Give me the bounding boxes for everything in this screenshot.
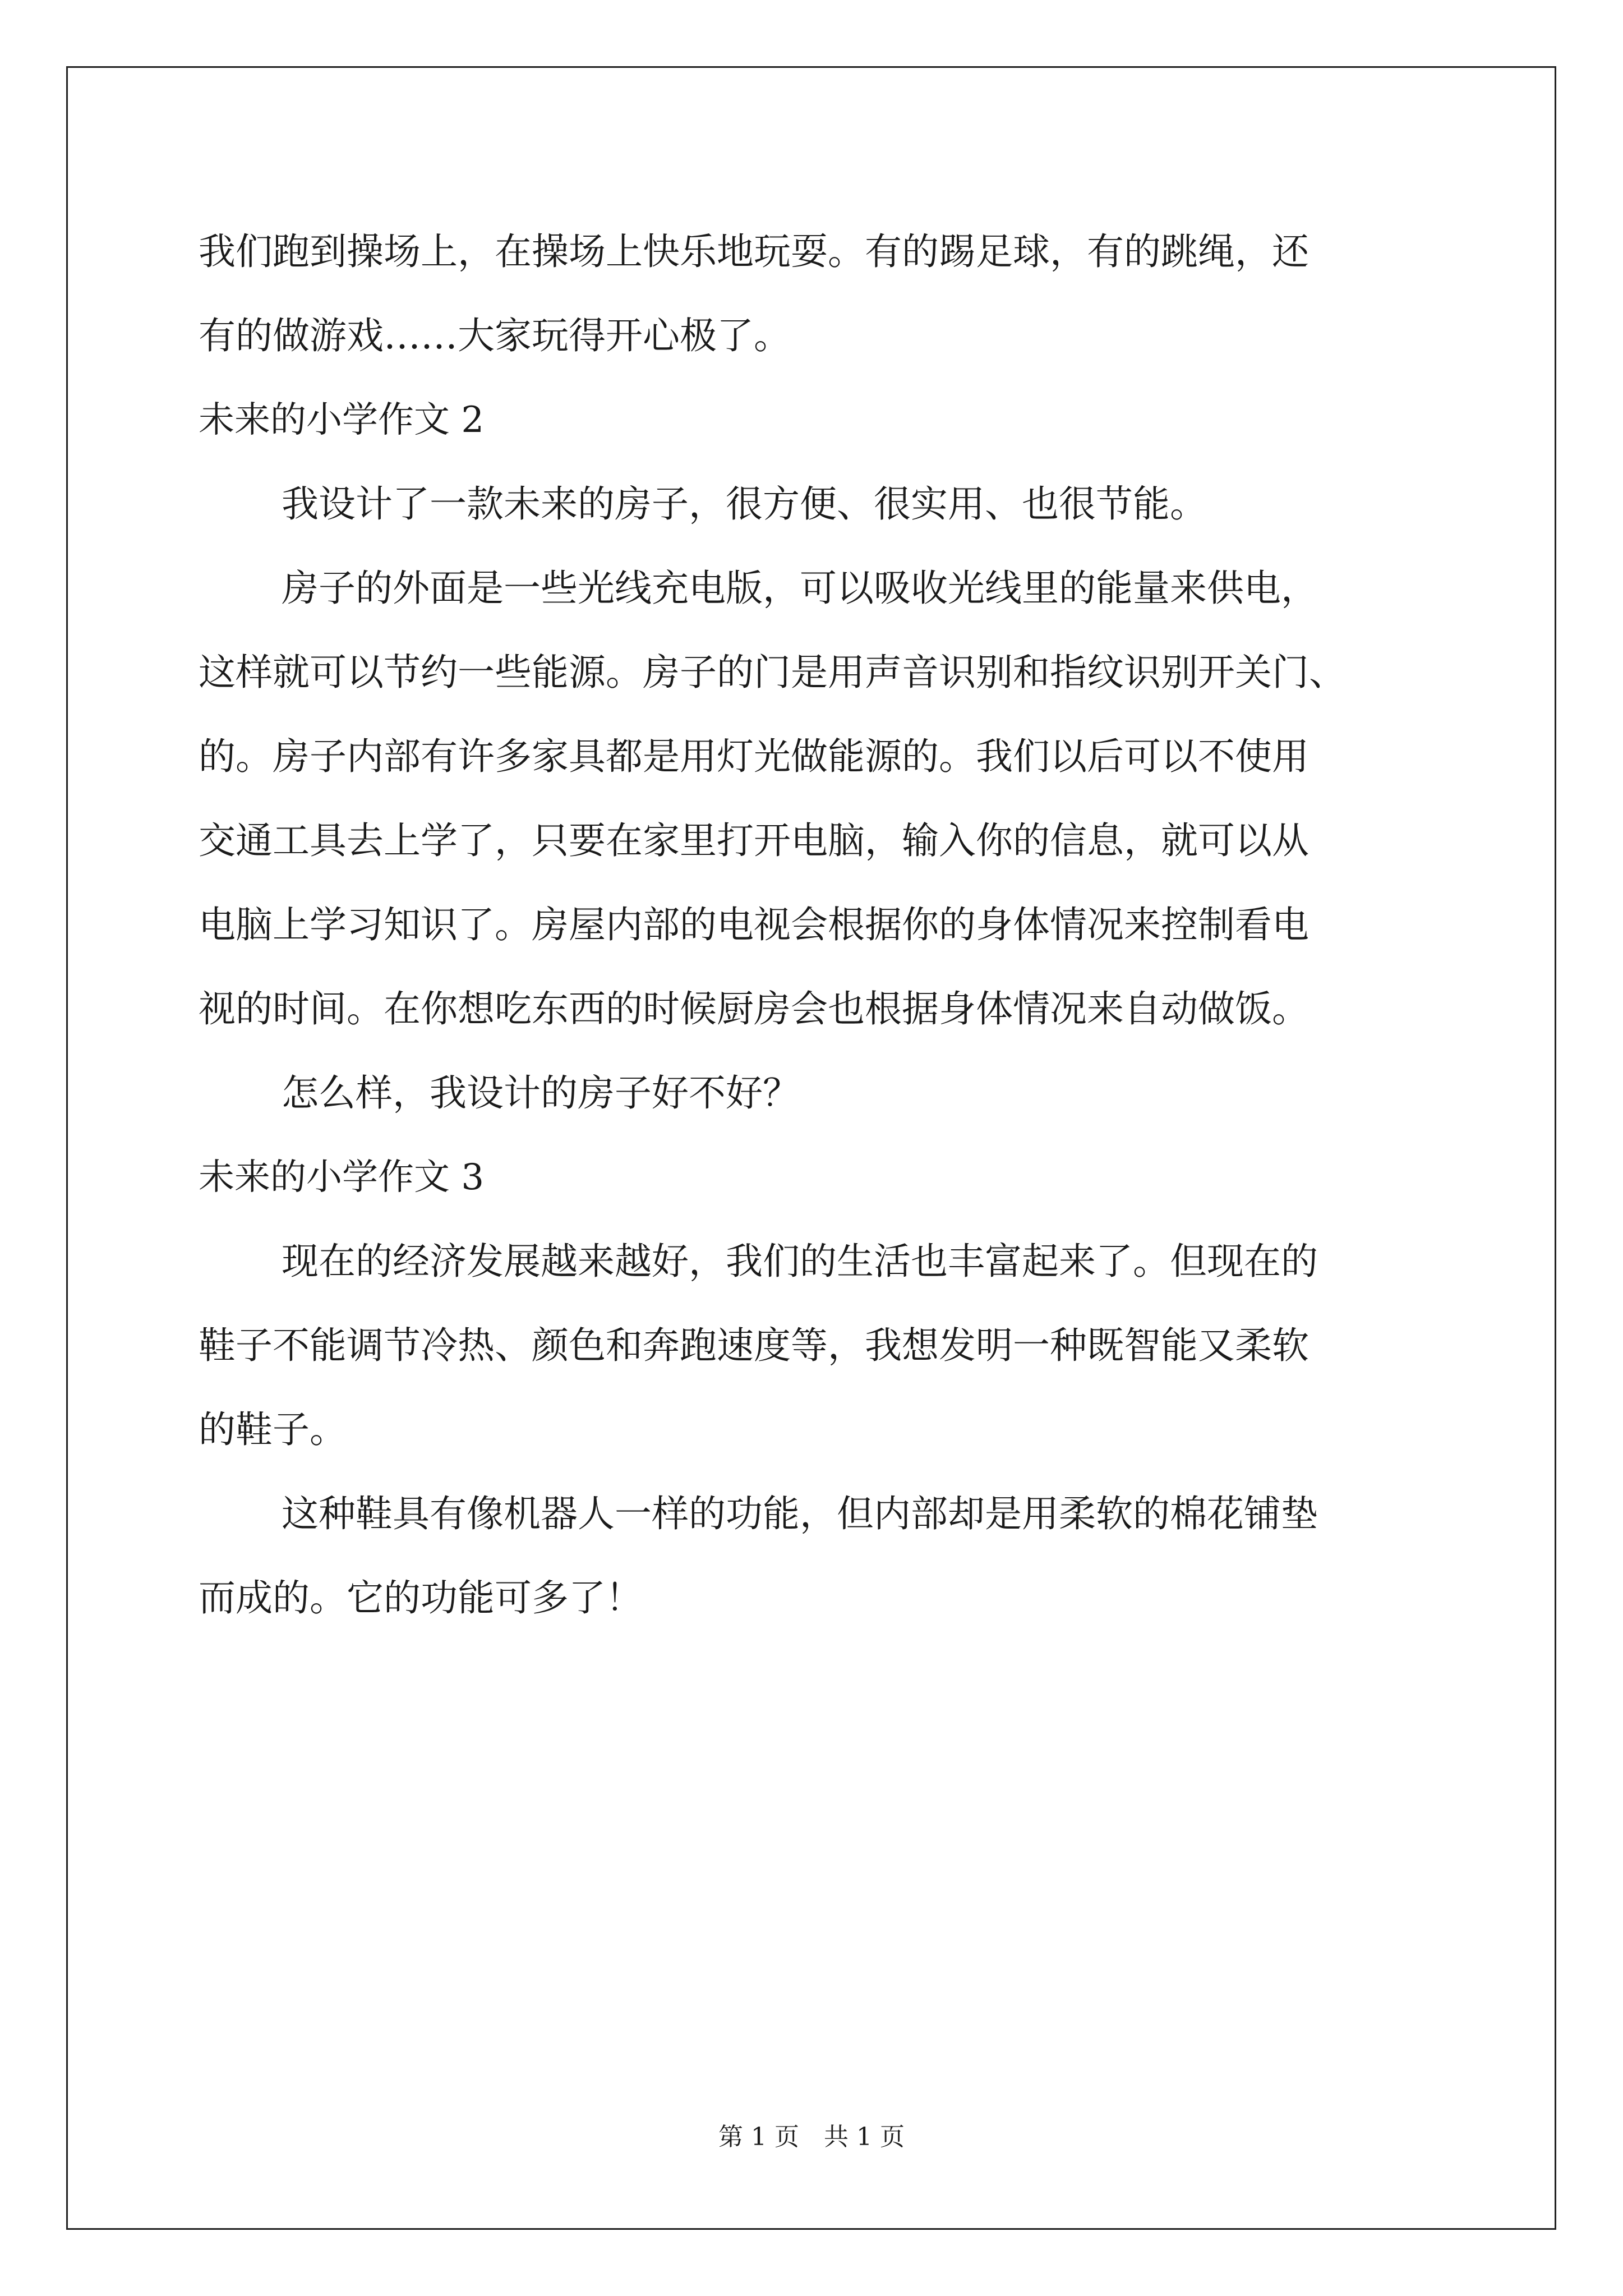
page-number-footer: 第 1 页 共 1 页 <box>718 2123 905 2151</box>
section-heading: 未来的小学作文 3 <box>199 1157 485 1198</box>
paragraph-start: 这种鞋具有像机器人一样的功能，但内部却是用柔软的棉花铺垫 <box>282 1492 1318 1535</box>
text-line: 视的时间。在你想吃东西的时候厨房会也根据身体情况来自动做饭。 <box>199 987 1309 1030</box>
text-line: 的鞋子。 <box>199 1408 347 1451</box>
text-line: 这样就可以节约一些能源。房子的门是用声音识别和指纹识别开关门、 <box>199 651 1346 694</box>
paragraph-start: 怎么样，我设计的房子好不好？ <box>282 1071 800 1115</box>
paragraph-start: 我设计了一款未来的房子，很方便、很实用、也很节能。 <box>282 482 1207 526</box>
paragraph-start: 现在的经济发展越来越好，我们的生活也丰富起来了。但现在的 <box>282 1240 1318 1283</box>
document-body <box>199 210 1427 1640</box>
text-line: 有的做游戏……大家玩得开心极了。 <box>199 314 791 357</box>
text-line: 我们跑到操场上，在操场上快乐地玩耍。有的踢足球，有的跳绳，还 <box>199 230 1309 273</box>
text-line: 电脑上学习知识了。房屋内部的电视会根据你的身体情况来控制看电 <box>199 903 1309 946</box>
text-line: 而成的。它的功能可多了！ <box>199 1576 643 1619</box>
text-line: 鞋子不能调节冷热、颜色和奔跑速度等，我想发明一种既智能又柔软 <box>199 1324 1309 1367</box>
paragraph-start: 房子的外面是一些光线充电版，可以吸收光线里的能量来供电， <box>282 567 1318 610</box>
text-line: 交通工具去上学了，只要在家里打开电脑，输入你的信息，就可以从 <box>199 819 1309 862</box>
section-heading: 未来的小学作文 2 <box>199 399 485 441</box>
text-line: 的。房子内部有许多家具都是用灯光做能源的。我们以后可以不使用 <box>199 735 1309 778</box>
